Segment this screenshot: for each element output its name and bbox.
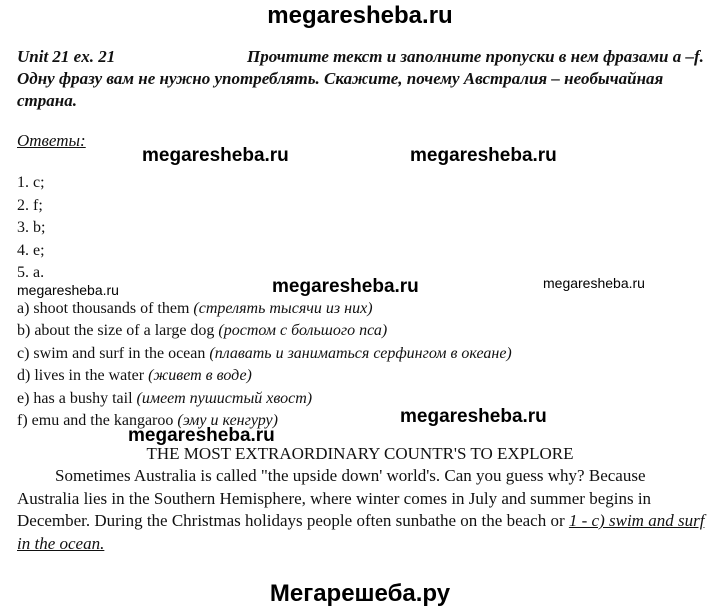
phrase-ru: (стрелять тысячи из них): [193, 300, 373, 317]
phrase-list: [17, 298, 707, 432]
phrase-item: [17, 410, 707, 432]
phrase-item: [17, 320, 707, 342]
phrase-item: [17, 388, 707, 410]
phrase-ru: (эму и кенгуру): [177, 411, 278, 429]
answer-item: 5. a.: [17, 264, 45, 281]
task-instructions: Прочтите текст и заполните пропуски в нем фразами a –f. Одну фразу вам не нужно употреблять. Скажите, почему Австралия – необычайная страна.: [17, 47, 704, 110]
text-title: THE MOST EXTRAORDINARY COUNTR'S TO EXPLORE: [146, 444, 574, 463]
text-paragraph: [17, 465, 707, 555]
watermark-mid-2: megaresheba.ru: [410, 145, 557, 166]
watermark-mid-5: megaresheba.ru: [128, 425, 275, 446]
phrase-ru: (ростом с большого пса): [218, 322, 388, 340]
answers-label: Ответы:: [17, 131, 86, 150]
phrase-item: [17, 365, 707, 387]
watermark-mid-1: megaresheba.ru: [142, 145, 289, 166]
paragraph-body: Sometimes Australia is called "the upside down' world's. Can you guess why? Because Australia lies in the Southern Hemisphere, where winter comes in July and summer begins in December. During the Christmas holidays people often sunbathe on the beach or: [17, 466, 652, 530]
phrase-en: d) lives in the water: [17, 367, 145, 385]
watermark-mid-4: megaresheba.ru: [400, 406, 547, 427]
phrase-en: b) about the size of a large dog: [17, 322, 215, 340]
answer-item: 1. c;: [17, 174, 45, 191]
watermark-top: megaresheba.ru: [267, 2, 453, 29]
phrase-en: c) swim and surf in the ocean: [17, 344, 206, 362]
phrase-en: e) has a bushy tail: [17, 389, 133, 407]
phrase-en: f) emu and the kangaroo: [17, 411, 174, 429]
unit-label: Unit 21 ex. 21: [17, 47, 116, 66]
answer-item: 2. f;: [17, 196, 43, 214]
phrase-item: [17, 343, 707, 365]
phrase-ru: (живет в воде): [148, 367, 252, 385]
watermark-bottom: Мегарешеба.ру: [269, 580, 451, 607]
phrase-ru: (плавать и заниматься серфингом в океане): [209, 344, 512, 362]
phrase-ru: (имеет пушистый хвост): [136, 389, 313, 407]
exercise-heading: [17, 46, 707, 112]
phrase-item: [17, 298, 707, 320]
answer-item: 4. e;: [17, 241, 45, 259]
watermark-small-1: megaresheba.ru: [17, 282, 119, 298]
answer-list: [17, 172, 45, 285]
watermark-small-2: megaresheba.ru: [543, 275, 645, 291]
watermark-mid-3: megaresheba.ru: [272, 276, 419, 297]
phrase-en: a) shoot thousands of them: [17, 300, 190, 317]
filled-gap: 1 - c) swim and surf in the ocean.: [17, 511, 705, 553]
answer-item: 3. b;: [17, 219, 46, 236]
